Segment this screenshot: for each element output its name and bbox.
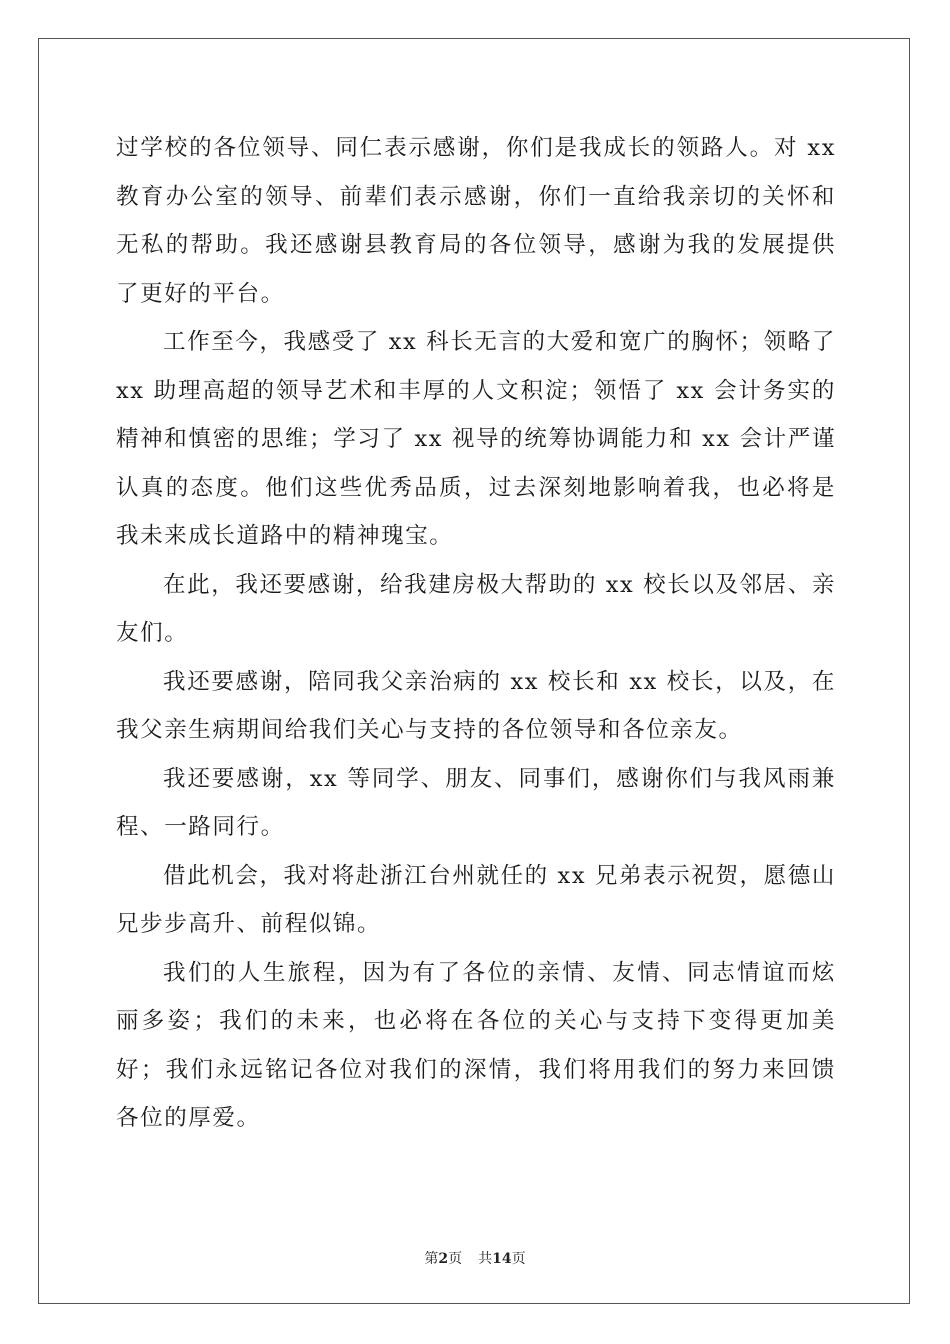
document-body [116, 124, 836, 1143]
page-footer [0, 1248, 950, 1268]
page-total: 共14页 [478, 1251, 526, 1267]
paragraph-3: 在此，我还要感谢，给我建房极大帮助的 xx 校长以及邻居、亲友们。 [116, 571, 836, 646]
paragraph-7: 我们的人生旅程，因为有了各位的亲情、友情、同志情谊而炫丽多姿；我们的未来，也必将在各位的关心与支持下变得更加美好；我们永远铭记各位对我们的深情，我们将用我们的努力来回馈各位的厚爱。 [116, 959, 836, 1131]
paragraph-1: 过学校的各位领导、同仁表示感谢，你们是我成长的领路人。对 xx 教育办公室的领导、前辈们表示感谢，你们一直给我亲切的关怀和无私的帮助。我还感谢县教育局的各位领导，感谢为我的发展提供了更好的平台。 [116, 135, 836, 307]
paragraph-6: 借此机会，我对将赴浙江台州就任的 xx 兄弟表示祝贺，愿德山兄步步高升、前程似锦。 [116, 862, 836, 937]
paragraph-5: 我还要感谢，xx 等同学、朋友、同事们，感谢你们与我风雨兼程、一路同行。 [116, 765, 836, 840]
paragraph-2: 工作至今，我感受了 xx 科长无言的大爱和宽广的胸怀；领略了 xx 助理高超的领导艺术和丰厚的人文积淀；领悟了 xx 会计务实的精神和慎密的思维；学习了 xx 视导的统筹协调能力和 xx 会计严谨认真的态度。他们这些优秀品质，过去深刻地影响着我，也必将是我未来成长道路中的精神瑰宝。 [116, 329, 836, 549]
paragraph-4: 我还要感谢，陪同我父亲治病的 xx 校长和 xx 校长，以及，在我父亲生病期间给我们关心与支持的各位领导和各位亲友。 [116, 668, 836, 743]
page-number: 第2页 [424, 1251, 463, 1267]
